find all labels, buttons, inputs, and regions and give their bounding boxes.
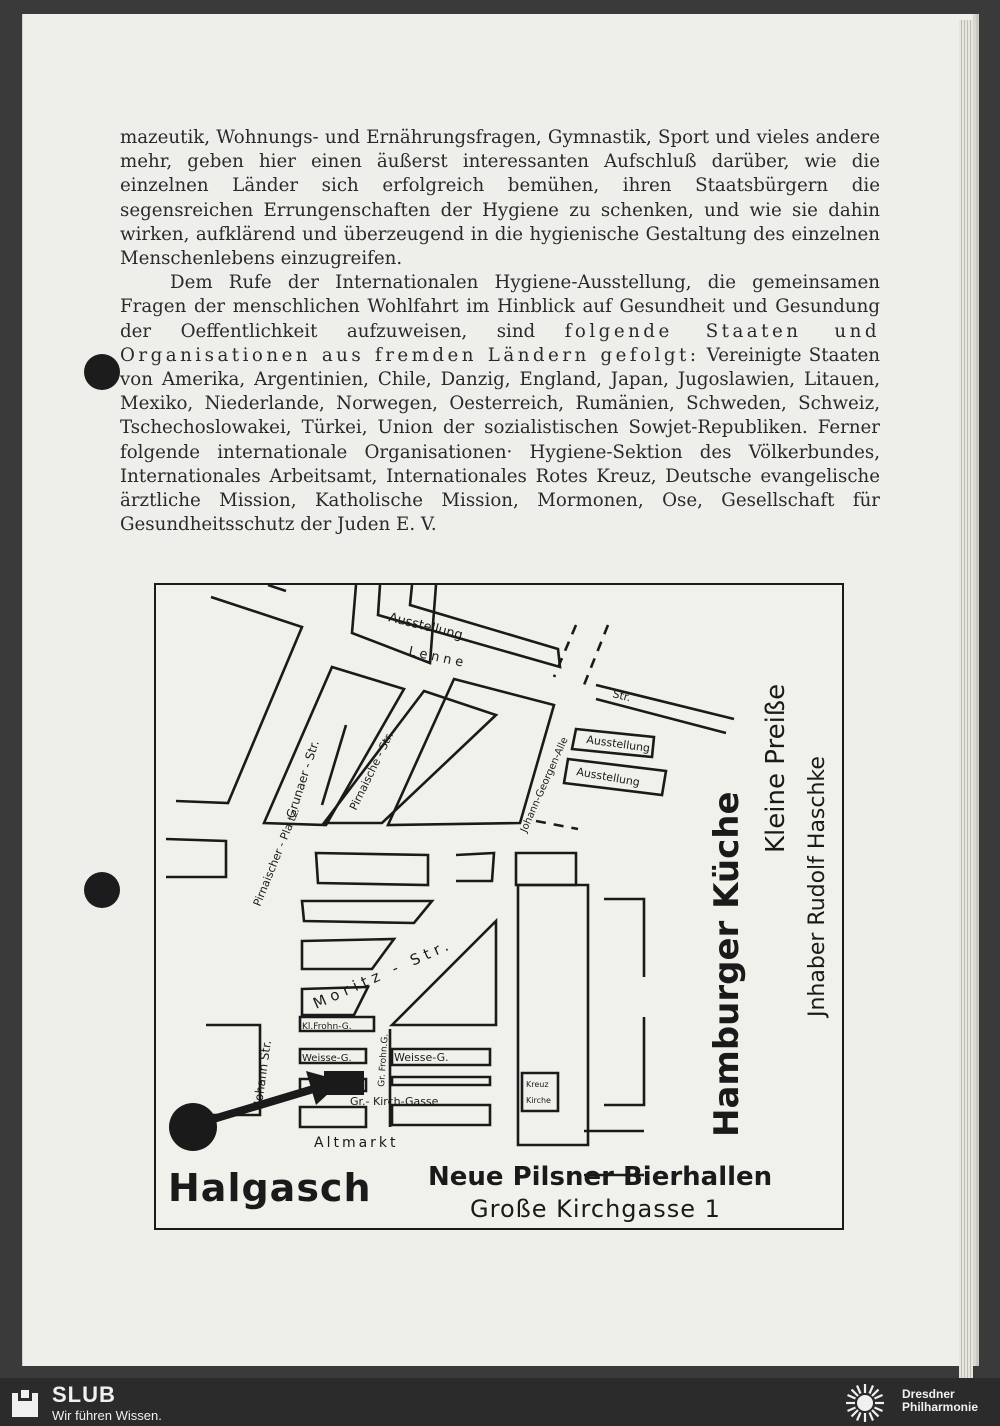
label-gruenaer: Grunaer - Str. [283,738,322,820]
block-6 [388,679,554,825]
location-dot [169,1103,217,1151]
ad-inhaber: Jnhaber Rudolf Haschke [805,756,830,1017]
label-gr-kirch: Gr.- Kirch-Gasse [350,1095,439,1108]
block-9 [456,853,494,881]
map-blocks [166,585,734,1175]
label-johann-georgen: Johann-Georgen-Alle [518,735,571,835]
map-advertisement [154,583,844,1230]
pirnaische-line [322,725,346,805]
block-25 [392,1105,490,1125]
body-text [120,126,880,537]
block-1b [268,585,286,591]
block-26 [300,1107,366,1127]
philharmonie-logo-icon [844,1382,886,1424]
label-kreuz-1: Kreuz [526,1080,549,1089]
label-pirnaische-str: Pirnaische - Str. [347,729,397,813]
ad-halgasch: Halgasch [168,1166,372,1210]
dp-line-1: Dresdner [902,1387,955,1401]
block-8 [316,853,428,885]
paragraph-1: mazeutik, Wohnungs- und Ernährungsfragen, Gymnastik, Sport und vieles andere mehr, geben hier einen äußerst interessanten Aufschluß darüber, wie die einzelnen Länder sich erfolgreich bemühen, ihren Staatsbürgern die segensreichen Errungenschaften der Hygiene zu schenken, und wie sie dahin wirken, aufklärend und überzeugend in die hygienische Gestaltung des einzelnen Menschenlebens einzugreifen. [120,127,880,270]
block-17 [604,1017,644,1105]
block-11 [302,901,432,923]
dashed-line-2 [536,821,578,829]
paragraph-2-spaced: folgende Staaten und Organisationen aus fremden Ländern gefolgt: [120,320,880,366]
block-10 [516,853,576,885]
label-kl-frohn: Kl.Frohn-G. [302,1022,352,1032]
label-gr-frohn: Gr. Frohn.G. [377,1033,391,1088]
paragraph-2-end: Vereinigte Staaten von Amerika, Argentinien, Chile, Danzig, England, Japan, Jugoslawien, Litauen, Mexiko, Niederlande, Norwegen, Oesterreich, Rumänien, Schweden, Schweiz, Tschechoslowakei, Türkei, Union der sozialistischen Sowjet-Republiken. Ferner folgende internationale Organisationen· Hygiene-Sektion des Völkerbundes, Internationales Arbeitsamt, Internationales Rotes Kreuz, Deutsche evangelische ärztliche Mission, Katholische Mission, Mormonen, Ose, Gesellschaft für Gesundheitsschutz der Juden E. V. [120,344,880,536]
label-weisse-2: Weisse-G. [394,1051,449,1064]
ad-bierhallen: Neue Pilsner Bierhallen [428,1162,773,1192]
label-ausstellung-top: Ausstellung [387,610,465,644]
block-7 [166,839,226,877]
block-16 [604,899,644,977]
street-labels [251,610,651,1151]
ad-preise: Kleine Preiße [761,683,791,853]
slub-name: SLUB [52,1382,116,1407]
label-kreuz-2: Kirche [526,1096,551,1105]
philharmonie-name [902,1388,978,1414]
ad-texts [168,684,830,1223]
street-map [156,585,842,1228]
block-24 [392,1077,490,1085]
dashed-line-1 [554,625,608,685]
kreuzkirche-block [522,1073,558,1111]
label-lenne: Lenne [407,644,469,672]
block-1 [176,597,302,803]
block-street-2 [596,699,726,733]
label-altmarkt: Altmarkt [314,1135,399,1151]
ad-address: Große Kirchgasse 1 [470,1195,721,1223]
label-moritz: Moritz - Str. [310,934,456,1013]
punch-hole-top [84,354,120,390]
ad-kueche: Hamburger Küche [707,791,747,1137]
label-pirnaischer-platz: Pirnaischer - Pla tz. [250,805,303,909]
label-johann-str: Johann Str. [251,1039,274,1106]
footer-bar [0,1378,1000,1426]
label-str-short: Str. [611,687,633,705]
paragraph-2-start: Dem Rufe der Internationalen Hygiene-Ausstellung, die gemeinsamen Fragen der menschlichen Wohlfahrt im Hinblick auf Gesundheit und Gesundung der Oeffentlichkeit aufzuweisen, sind [120,272,880,342]
paragraph-2 [120,271,880,537]
page-edge [959,20,973,1380]
punch-hole-bottom [84,872,120,908]
label-weisse-1: Weisse-G. [302,1053,352,1064]
slub-logo-icon [12,1387,38,1417]
label-ausstellung-1: Ausstellung [585,733,651,755]
label-ausstellung-2: Ausstellung [575,765,641,790]
dp-line-2: Philharmonie [902,1400,979,1414]
slub-tagline: Wir führen Wissen. [52,1408,162,1423]
block-15 [518,885,588,1145]
